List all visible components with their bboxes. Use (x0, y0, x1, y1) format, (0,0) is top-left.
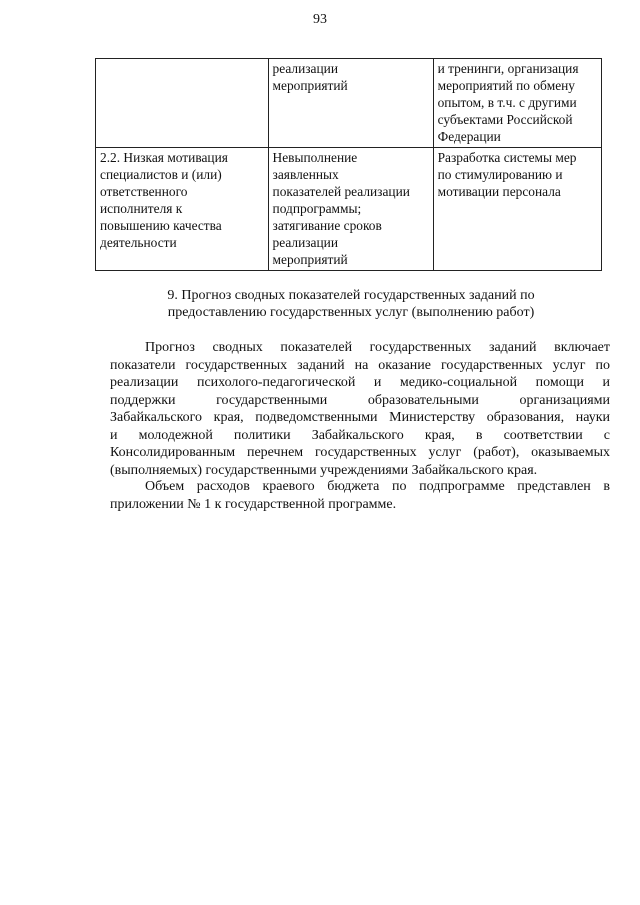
paragraph-line: Консолидированным перечнем государственных услуг (работ), оказываемых (110, 445, 610, 460)
cell-text: и тренинги, организация мероприятий по обмену опытом, в т.ч. с другими субъектами Российской Федерации (437, 61, 579, 144)
paragraph-line: приложении № 1 к государственной программе. (110, 496, 397, 512)
table-cell-measure (433, 148, 601, 271)
paragraph-line: показатели государственных заданий на оказание государственных услуг по (110, 357, 610, 373)
cell-text: реализации мероприятий (272, 61, 348, 93)
page-number: 93 (313, 12, 327, 27)
table-row (96, 148, 602, 271)
table-cell-measure (433, 59, 601, 148)
paragraph-line: Забайкальского края, подведомственными Министерству образования, науки (110, 410, 610, 425)
section-heading: 9. Прогноз сводных показателей государственных заданий по предоставлению государственных услуг (выполнению работ) (167, 288, 535, 320)
table-cell-consequence (268, 148, 433, 271)
table-cell-consequence (268, 59, 433, 148)
cell-text: Невыполнение заявленных показателей реализации подпрограммы; затягивание сроков реализации мероприятий (272, 150, 410, 267)
cell-text: 2.2. Низкая мотивация специалистов и (или) ответственного исполнителя к повышению качества деятельности (100, 150, 228, 250)
paragraph-line: Прогноз сводных показателей государственных заданий включает (145, 340, 610, 355)
paragraph-line: Объем расходов краевого бюджета по подпрограмме представлен в (145, 479, 610, 494)
paragraph-line: реализации психолого-педагогической и медико-социальной помощи и (110, 375, 610, 390)
risk-table (95, 58, 602, 271)
cell-text: Разработка системы мер по стимулированию и мотивации персонала (437, 150, 577, 199)
paragraph-line: поддержки государственными образовательными организациями (110, 392, 610, 408)
table-row (96, 59, 602, 148)
paragraph-line: и молодежной политики Забайкальского края, в соответствии с (110, 427, 610, 443)
paragraph-budget (110, 478, 610, 513)
paragraph-forecast (110, 339, 610, 479)
table-cell-risk (96, 148, 269, 271)
table-cell-risk (96, 59, 269, 148)
paragraph-line: (выполняемых) государственными учреждениями Забайкальского края. (110, 462, 538, 478)
